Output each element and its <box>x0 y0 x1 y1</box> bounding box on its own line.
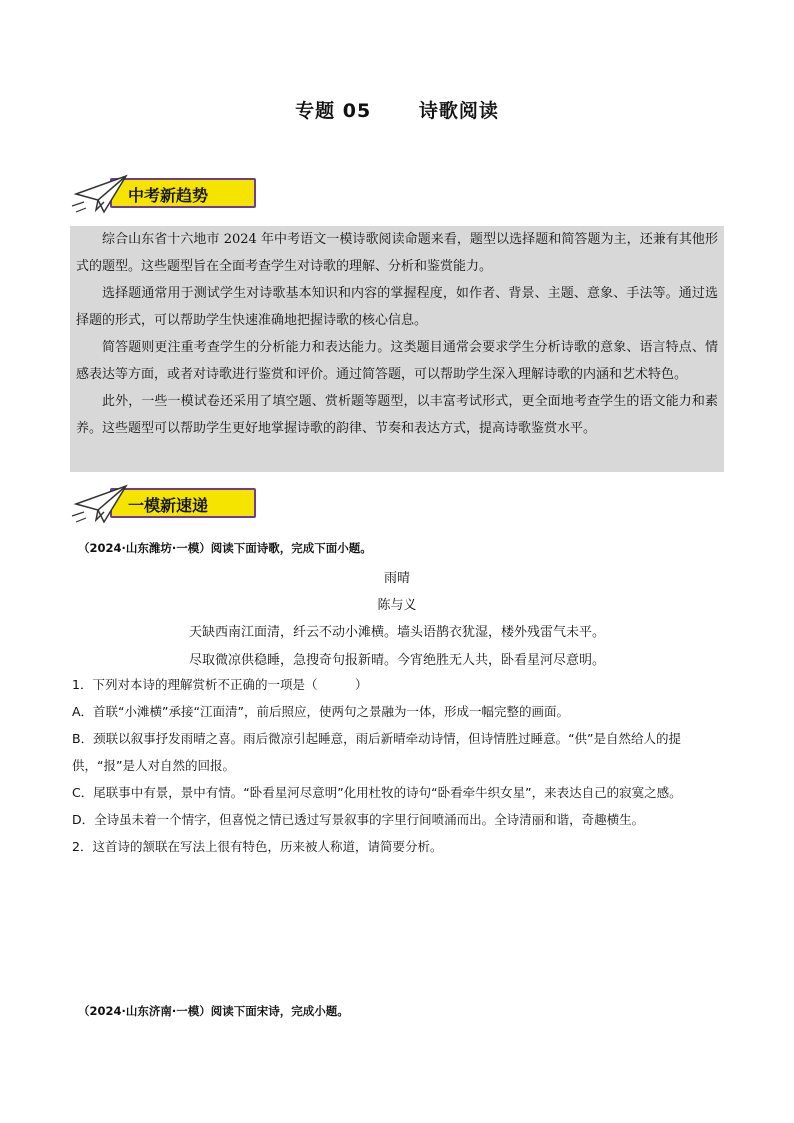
section-badge-express <box>70 482 260 526</box>
poem-author: 陈与义 <box>377 598 417 613</box>
poem-line: 天缺西南江面清，纤云不动小滩横。墙头语鹊衣犹湿，楼外残雷气未平。 <box>188 625 605 640</box>
badge-bar <box>110 178 256 208</box>
question-2: 2．这首诗的颔联在写法上很有特色，历来被人称道，请简要分析。 <box>72 839 443 854</box>
option-c: C．尾联事中有景，景中有情。“卧看星河尽意明”化用杜牧的诗句“卧看牵牛织女星”，来表达自己的寂寞之感。 <box>72 785 682 800</box>
option-d: D．全诗虽未着一个情字，但喜悦之情已透过写景叙事的字里行间喷涌而出。全诗清丽和谐，奇趣横生。 <box>72 812 645 827</box>
question-list <box>72 671 724 860</box>
trend-summary <box>70 226 724 472</box>
paper-plane-icon <box>70 172 130 216</box>
badge-label: 中考新趋势 <box>128 186 209 205</box>
page-title <box>0 96 794 123</box>
trend-paragraph: 综合山东省十六地市 2024 年中考语文一模诗歌阅读命题来看，题型以选择题和简答题为主，还兼有其他形式的题型。这些题型旨在全面考查学生对诗歌的理解、分析和鉴赏能力。 <box>76 232 718 274</box>
poem-line: 尽取微凉供稳睡，急搜奇句报新晴。今宵绝胜无人共，卧看星河尽意明。 <box>188 653 605 668</box>
topic-number: 专题 05 <box>295 100 372 122</box>
question-source: （2024·山东潍坊·一模）阅读下面诗歌，完成下面小题。 <box>78 541 372 555</box>
trend-paragraph: 此外，一些一模试卷还采用了填空题、赏析题等题型，以丰富考试形式，更全面地考查学生的语文能力和素养。这些题型可以帮助学生更好地掌握诗歌的韵律、节奏和表达方式，提高诗歌鉴赏水平。 <box>76 394 718 436</box>
paper-plane-icon <box>70 482 130 526</box>
poem-title: 雨晴 <box>383 571 410 586</box>
option-b: B．颈联以叙事抒发雨晴之喜。雨后微凉引起睡意，雨后新晴牵动诗情，但诗情胜过睡意。“供”是自然给人的提供，“报”是人对自然的回报。 <box>72 731 682 773</box>
topic-title: 诗歌阅读 <box>418 100 499 122</box>
badge-bar <box>110 488 256 518</box>
trend-paragraph: 选择题通常用于测试学生对诗歌基本知识和内容的掌握程度，如作者、背景、主题、意象、手法等。通过选择题的形式，可以帮助学生快速准确地把握诗歌的核心信息。 <box>76 286 718 328</box>
trend-paragraph: 简答题则更注重考查学生的分析能力和表达能力。这类题目通常会要求学生分析诗歌的意象、语言特点、情感表达等方面，或者对诗歌进行鉴赏和评价。通过简答题，可以帮助学生深入理解诗歌的内涵和艺术特色。 <box>76 340 718 382</box>
option-a: A．首联“小滩横”承接“江面清”，前后照应，使两句之景融为一体，形成一幅完整的画面。 <box>72 704 569 719</box>
question-source: （2024·山东济南·一模）阅读下面宋诗，完成小题。 <box>78 1004 349 1018</box>
question-1: 1．下列对本诗的理解赏析不正确的一项是（ ） <box>72 677 368 692</box>
badge-label: 一模新速递 <box>128 496 209 515</box>
section-badge-trend <box>70 172 260 216</box>
